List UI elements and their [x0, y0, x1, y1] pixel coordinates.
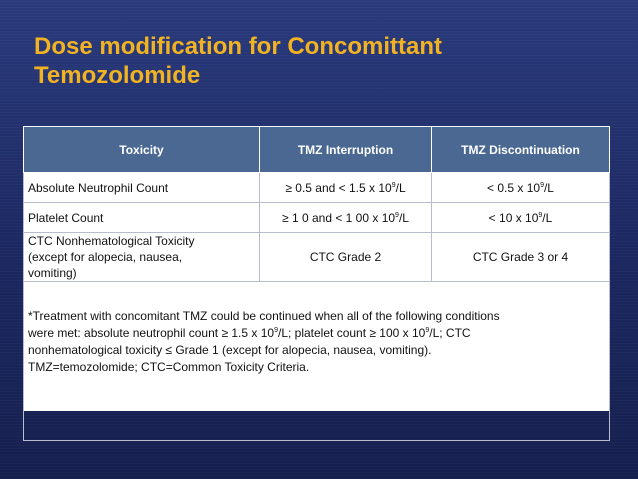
- toxicity-cell: CTC Nonhematological Toxicity (except for alopecia, nausea, vomiting): [24, 233, 260, 282]
- table-header-row: [24, 127, 610, 173]
- header-tmz-discontinuation: TMZ Discontinuation: [432, 127, 610, 173]
- table-row: [24, 173, 610, 203]
- dose-modification-table: [23, 126, 609, 411]
- footnote-row: [24, 282, 610, 441]
- toxicity-cell: Platelet Count: [24, 203, 260, 233]
- table-row: [24, 233, 610, 282]
- header-tmz-interruption: TMZ Interruption: [260, 127, 432, 173]
- discontinuation-cell: CTC Grade 3 or 4: [432, 233, 610, 282]
- slide-title-line-2: Temozolomide: [34, 62, 201, 89]
- slide-title-line-1: Dose modification for Concomittant: [34, 33, 442, 60]
- toxicity-cell: Absolute Neutrophil Count: [24, 173, 260, 203]
- table-row: [24, 203, 610, 233]
- discontinuation-cell: < 10 x $10^9/L$: [432, 203, 610, 233]
- interruption-cell: CTC Grade 2: [260, 233, 432, 282]
- interruption-cell: ≥ 0.5 and < 1.5 x $10^9/L$: [260, 173, 432, 203]
- header-toxicity: Toxicity: [24, 127, 260, 173]
- footnote: *Treatment with concomitant TMZ could be continued when all of the following conditions were met: absolute neutrophil count ≥ 1.5 x $10^9/L$; platelet count ≥ 100 x $10^9/L$; CTC nonhematological toxicity ≤ Grade 1 (except for alopecia, nausea, vomiting). TMZ=temozolomide; CTC=Common Toxicity Criteria.: [24, 282, 610, 441]
- slide-title: [34, 32, 594, 90]
- interruption-cell: ≥ 1 0 and < 1 00 x $10^9/L$: [260, 203, 432, 233]
- discontinuation-cell: < 0.5 x $10^9/L$: [432, 173, 610, 203]
